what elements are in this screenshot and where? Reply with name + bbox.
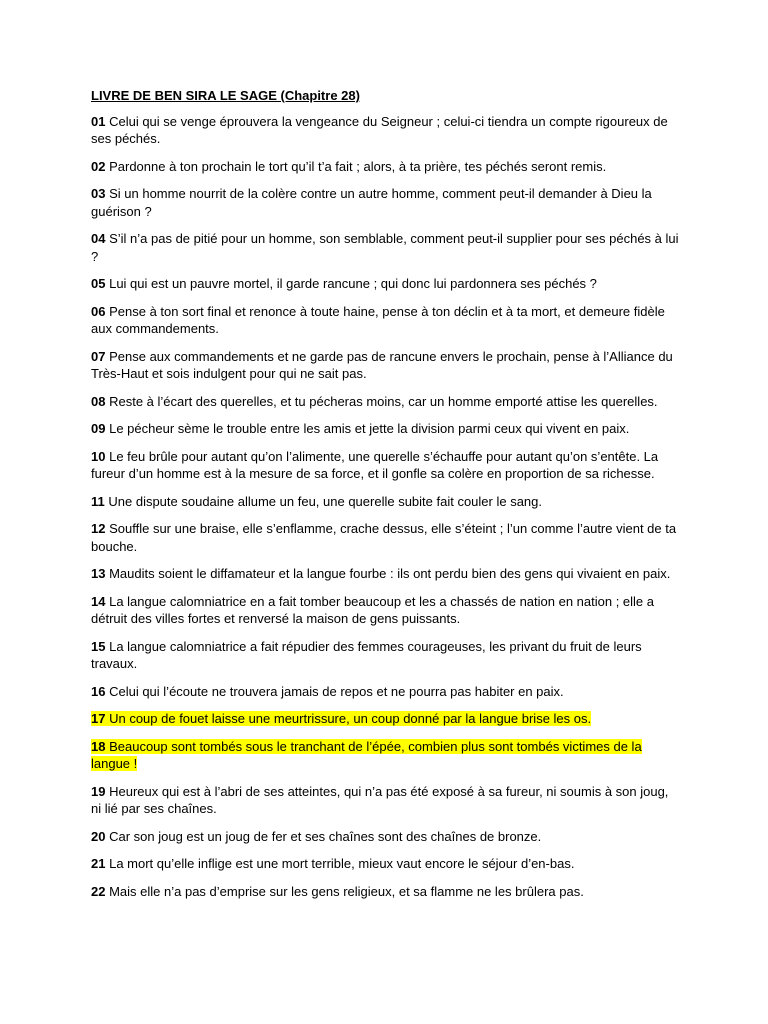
verse-number: 12 [91,521,106,536]
verse-number: 10 [91,448,106,464]
verse-list [91,113,681,901]
verse-06 [91,303,681,338]
verse-20 [91,828,681,846]
verse-text: Le feu brûle pour autant qu’on l’alimente, une querelle s’échauffe pour autant qu’on s’entête. La fureur d’un homme est à la mesure de sa force, et il gonfle sa colère en proportion de sa richesse. [91,448,659,481]
verse-text: La langue calomniatrice en a fait tomber beaucoup et les a chassés de nation en nation ; elle a détruit des villes fortes et renversé la maison de gens puissants. [91,593,655,626]
verse-text: Mais elle n’a pas d’emprise sur les gens religieux, et sa flamme ne les brûlera pas. [109,883,584,899]
verse-text: Maudits soient le diffamateur et la langue fourbe : ils ont perdu bien des gens qui vivaient en paix. [109,566,671,581]
verse-body [91,159,606,174]
verse-body [91,829,541,844]
verse-02 [91,158,681,176]
verse-number: 17 [91,711,106,726]
verse-body [91,566,670,581]
verse-body [91,304,665,337]
verse-19 [91,783,681,818]
verse-text: Celui qui l’écoute ne trouvera jamais de repos et ne pourra pas habiter en paix. [109,683,564,699]
verse-text: Pardonne à ton prochain le tort qu’il t’a fait ; alors, à ta prière, tes péchés seront remis. [109,158,607,174]
verse-body [91,784,668,817]
verse-number: 19 [91,783,106,799]
verse-text: Celui qui se venge éprouvera la vengeance du Seigneur ; celui-ci tiendra un compte rigoureux de ses péchés. [91,113,668,146]
verse-number: 16 [91,683,106,699]
verse-07 [91,348,681,383]
verse-number: 06 [91,303,106,319]
verse-body [91,276,597,291]
verse-text: Souffle sur une braise, elle s’enflamme, crache dessus, elle s’éteint ; l’un comme l’autre vient de ta bouche. [91,521,677,554]
verse-17 [91,710,681,728]
verse-15 [91,638,681,673]
verse-text: Reste à l’écart des querelles, et tu pécheras moins, car un homme emporté attise les querelles. [109,393,658,409]
verse-text: La langue calomniatrice a fait répudier des femmes courageuses, les privant du fruit de leurs travaux. [91,638,642,671]
verse-09 [91,420,681,438]
document-title: LIVRE DE BEN SIRA LE SAGE (Chapitre 28) [91,88,360,103]
verse-13 [91,565,681,583]
verse-text: Pense à ton sort final et renonce à toute haine, pense à ton déclin et à ta mort, et demeure fidèle aux commandements. [91,303,665,336]
verse-21 [91,855,681,873]
verse-body [91,114,668,147]
document-page [91,87,681,910]
verse-number: 07 [91,348,106,364]
verse-body [91,349,673,382]
verse-number: 05 [91,276,106,291]
verse-body [91,639,642,672]
verse-body [91,684,564,699]
verse-number: 08 [91,393,106,409]
verse-08 [91,393,681,411]
verse-number: 20 [91,828,106,844]
verse-text: Le pécheur sème le trouble entre les amis et jette la division parmi ceux qui vivent en paix. [109,421,630,436]
verse-text: Un coup de fouet laisse une meurtrissure, un coup donné par la langue brise les os. [109,711,592,726]
verse-body [91,421,629,436]
verse-body [91,594,654,627]
verse-05 [91,275,681,293]
verse-number: 02 [91,158,106,174]
verse-number: 09 [91,421,106,436]
verse-text: Car son joug est un joug de fer et ses chaînes sont des chaînes de bronze. [109,828,542,844]
verse-body [91,494,542,509]
verse-04 [91,230,681,265]
verse-number: 15 [91,638,106,654]
verse-number: 04 [91,231,106,246]
verse-number: 11 [91,493,105,509]
verse-number: 01 [91,113,106,129]
verse-text: Lui qui est un pauvre mortel, il garde rancune ; qui donc lui pardonnera ses péchés ? [109,276,597,291]
verse-text: Une dispute soudaine allume un feu, une querelle subite fait couler le sang. [108,493,542,509]
verse-text: Beaucoup sont tombés sous le tranchant de l’épée, combien plus sont tombés victimes de la langue ! [91,738,642,771]
verse-text: La mort qu’elle inflige est une mort terrible, mieux vaut encore le séjour d’en-bas. [109,856,575,871]
verse-10 [91,448,681,483]
verse-12 [91,520,681,555]
verse-11 [91,493,681,511]
verse-body [91,231,679,264]
verse-text: Pense aux commandements et ne garde pas de rancune envers le prochain, pense à l’Alliance du Très-Haut et sois indulgent pour qui ne sait pas. [91,348,673,381]
verse-text: S’il n’a pas de pitié pour un homme, son semblable, comment peut-il supplier pour ses péchés à lui ? [91,231,679,264]
verse-number: 14 [91,593,106,609]
verse-number: 21 [91,856,106,871]
verse-number: 22 [91,883,106,899]
verse-16 [91,683,681,701]
verse-highlight [91,739,642,772]
verse-01 [91,113,681,148]
verse-body [91,856,574,871]
verse-22 [91,883,681,901]
verse-body [91,186,652,219]
verse-body [91,884,584,899]
verse-text: Heureux qui est à l’abri de ses atteintes, qui n’a pas été exposé à sa fureur, ni soumis à son joug, ni lié par ses chaînes. [91,783,669,816]
verse-14 [91,593,681,628]
verse-highlight [91,711,591,726]
verse-body [91,449,658,482]
verse-number: 13 [91,566,106,581]
verse-body [91,394,658,409]
verse-number: 18 [91,738,106,754]
verse-18 [91,738,681,773]
verse-body [91,521,676,554]
verse-number: 03 [91,186,106,201]
verse-text: Si un homme nourrit de la colère contre un autre homme, comment peut-il demander à Dieu la guérison ? [91,186,652,219]
verse-03 [91,185,681,220]
